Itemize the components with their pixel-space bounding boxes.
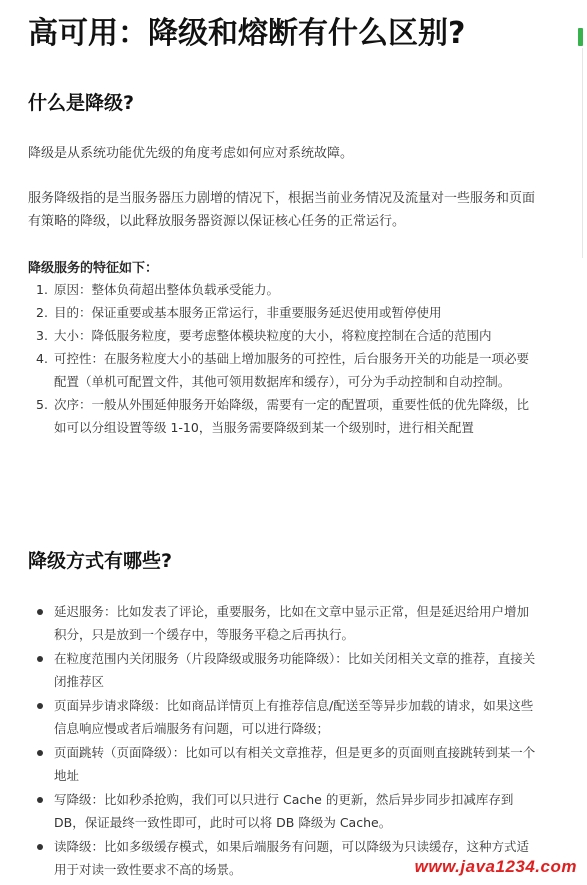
scrollbar-track[interactable] [582,48,583,258]
bullet-icon [37,844,43,850]
list-item-text: 目的：保证重要或基本服务正常运行，非重要服务延迟使用或暂停使用 [54,305,442,320]
bullet-icon [37,703,43,709]
methods-list [36,600,541,882]
page-title: 高可用：降级和熔断有什么区别? [28,16,466,51]
list-item [36,301,541,324]
bullet-icon [37,656,43,662]
list-item-text: 原因：整体负荷超出整体负载承受能力。 [54,282,280,297]
section-heading-degradation-methods: 降级方式有哪些? [28,550,173,572]
list-number: 5. [36,397,48,412]
features-list [36,278,541,439]
list-item-text: 写降级：比如秒杀抢购，我们可以只进行 Cache 的更新，然后异步同步扣减库存到 DB，保证最终一致性即可，此时可以将 DB 降级为 Cache。 [54,792,514,830]
features-label: 降级服务的特征如下： [28,261,159,276]
list-number: 1. [36,282,48,297]
list-item [36,393,541,439]
list-item [36,347,541,393]
bullet-icon [37,797,43,803]
list-item-text: 在粒度范围内关闭服务（片段降级或服务功能降级）：比如关闭相关文章的推荐，直接关闭推荐区 [54,651,536,689]
list-item-text: 大小：降低服务粒度，要考虑整体模块粒度的大小，将粒度控制在合适的范围内 [54,328,492,343]
list-item-text: 延迟服务：比如发表了评论，重要服务，比如在文章中显示正常，但是延迟给用户增加积分，只是放到一个缓存中，等服务平稳之后再执行。 [54,604,530,642]
scroll-indicator[interactable] [578,28,583,46]
bullet-icon [37,609,43,615]
list-item-text: 读降级：比如多级缓存模式，如果后端服务有问题，可以降级为只读缓存，这种方式适用于对读一致性要求不高的场景。 [54,839,530,877]
list-item [36,600,541,646]
bullet-icon [37,750,43,756]
list-number: 4. [36,351,48,366]
list-item-text: 次序：一般从外围延伸服务开始降级，需要有一定的配置项，重要性低的优先降级，比如可以分组设置等级 1-10，当服务需要降级到某一个级别时，进行相关配置 [54,397,530,435]
list-number: 3. [36,328,48,343]
paragraph-intro: 降级是从系统功能优先级的角度考虑如何应对系统故障。 [28,146,354,161]
list-item [36,741,541,787]
list-item [36,788,541,834]
list-item-text: 页面跳转（页面降级）：比如可以有相关文章推荐，但是更多的页面则直接跳转到某一个地址 [54,745,536,783]
list-number: 2. [36,305,48,320]
list-item-text: 页面异步请求降级：比如商品详情页上有推荐信息/配送至等异步加载的请求，如果这些信息响应慢或者后端服务有问题，可以进行降级； [54,698,534,736]
paragraph-definition: 服务降级指的是当服务器压力剧增的情况下，根据当前业务情况及流量对一些服务和页面有策略的降级，以此释放服务器资源以保证核心任务的正常运行。 [28,191,536,229]
list-item [36,694,541,740]
list-item-text: 可控性：在服务粒度大小的基础上增加服务的可控性，后台服务开关的功能是一项必要配置（单机可配置文件，其他可领用数据库和缓存），可分为手动控制和自动控制。 [54,351,530,389]
list-item [36,324,541,347]
site-watermark: www.java1234.com [414,857,577,876]
section-heading-what-is-degradation: 什么是降级? [28,92,135,114]
list-item [36,647,541,693]
list-item [36,278,541,301]
